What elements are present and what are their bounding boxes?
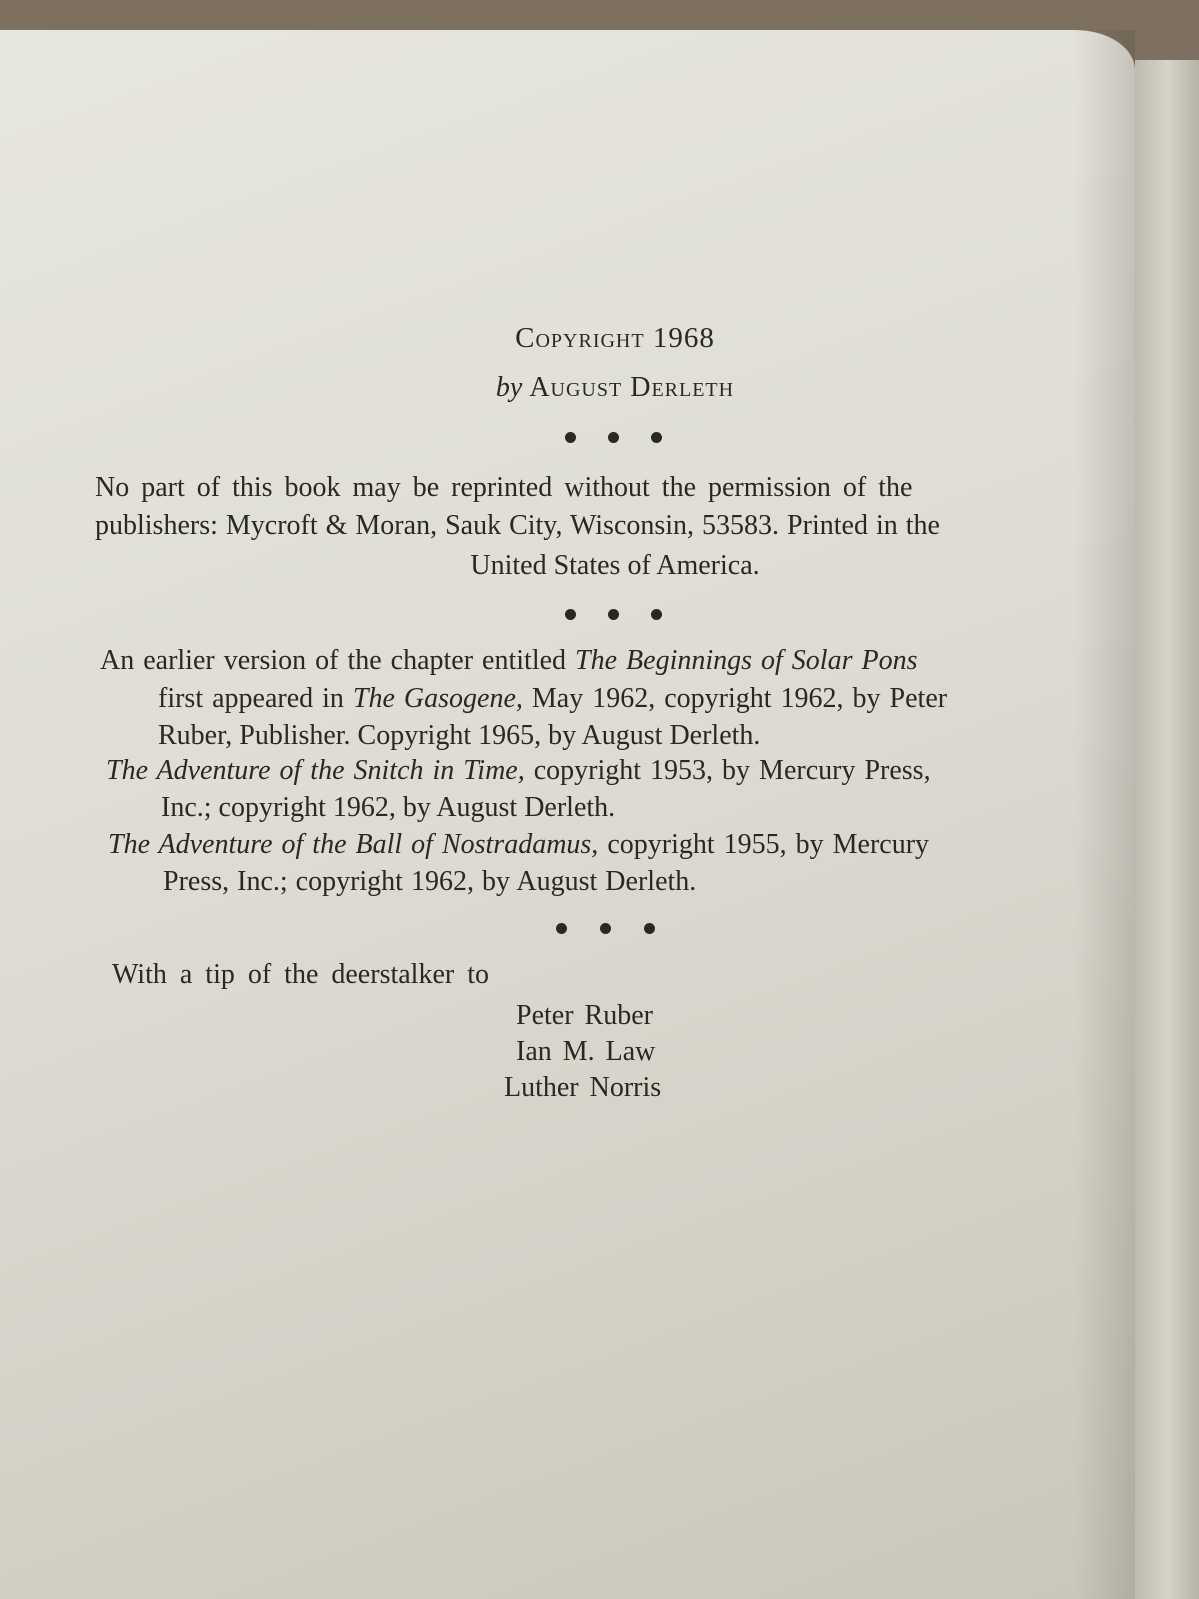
adjacent-page-edge <box>1135 60 1199 1599</box>
rights-line-1: No part of this book may be reprinted without the permission of the <box>95 472 913 503</box>
separator-dot <box>556 923 567 934</box>
separator-dot <box>608 432 619 443</box>
separator-dots <box>0 432 1199 452</box>
page-shadow <box>1075 30 1135 1599</box>
separator-dot <box>608 609 619 620</box>
credit-2-title: The Adventure of the Snitch in Time, <box>106 755 525 786</box>
rights-line-3: United States of America. <box>470 550 760 581</box>
credit-2-line-1 <box>106 755 931 787</box>
credit-1-line-3: Ruber, Publisher. Copyright 1965, by August Derleth. <box>158 720 761 751</box>
credit-2-rest: copyright 1953, by Mercury Press, <box>524 755 931 786</box>
byline <box>0 372 1199 404</box>
credit-1-line-2 <box>158 683 947 715</box>
byline-prefix: by <box>495 372 523 403</box>
dedication-name: Peter Ruber <box>516 1000 653 1031</box>
credit-1-l2-title: The Gasogene, <box>352 683 523 714</box>
credit-3-rest: copyright 1955, by Mercury <box>598 829 930 860</box>
dedication-name: Ian M. Law <box>516 1036 656 1067</box>
credit-3-line-1 <box>108 829 929 861</box>
credit-3-line-2: Press, Inc.; copyright 1962, by August Derleth. <box>163 866 697 897</box>
rights-line-2: publishers: Mycroft & Moran, Sauk City, Wisconsin, 53583. Printed in the <box>95 510 940 541</box>
dedication-lead: With a tip of the deerstalker to <box>112 959 489 990</box>
credit-1-l2-b: May 1962, copyright 1962, by Peter <box>522 683 948 714</box>
separator-dot <box>565 432 576 443</box>
separator-dot <box>600 923 611 934</box>
credit-1-title: The Beginnings of Solar Pons <box>575 645 918 676</box>
credit-2-line-2: Inc.; copyright 1962, by August Derleth. <box>161 792 616 823</box>
credit-3-title: The Adventure of the Ball of Nostradamus, <box>108 829 599 860</box>
credit-1-l2-a: first appeared in <box>158 683 353 714</box>
separator-dot <box>565 609 576 620</box>
separator-dots <box>0 923 1199 943</box>
copyright-heading: Copyright 1968 <box>515 322 715 354</box>
credit-1-lead: An earlier version of the chapter entitled <box>100 645 576 676</box>
byline-author: August Derleth <box>529 372 735 403</box>
separator-dot <box>651 609 662 620</box>
separator-dot <box>644 923 655 934</box>
separator-dots <box>0 609 1199 629</box>
credit-1-line-1 <box>100 645 917 677</box>
dedication-name: Luther Norris <box>504 1072 662 1103</box>
separator-dot <box>651 432 662 443</box>
